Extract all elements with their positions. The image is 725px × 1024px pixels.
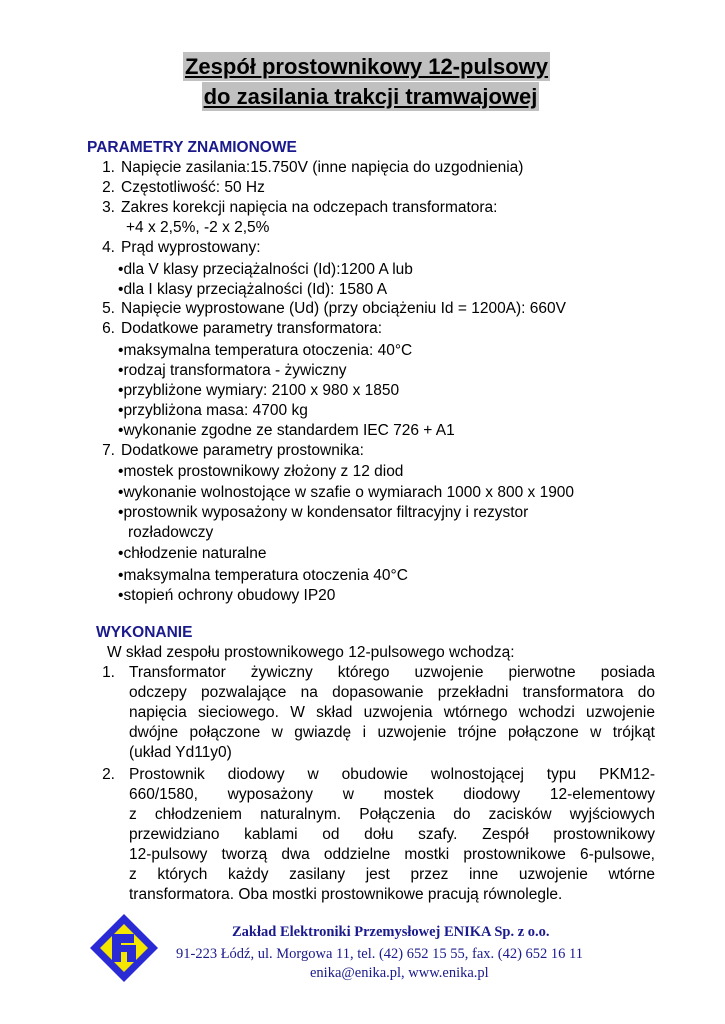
bullet-item: •przybliżona masa: 4700 kg: [118, 402, 308, 419]
enika-logo-icon: [88, 912, 160, 984]
footer-contact: enika@enika.pl, www.enika.pl: [310, 965, 489, 981]
bullet-item: •dla I klasy przeciążalności (Id): 1580 A: [118, 281, 388, 298]
document-title: [0, 52, 725, 111]
bullet-icon: •: [118, 261, 124, 278]
title-line-2: do zasilania trakcji tramwajowej: [203, 84, 538, 109]
bullet-icon: •: [118, 484, 124, 501]
wykonanie-intro: W skład zespołu prostownikowego 12-pulsowego wchodzą:: [107, 644, 515, 661]
bullet-icon: •: [118, 342, 124, 359]
bullet-icon: •: [118, 587, 124, 604]
bullet-item: •wykonanie zgodne ze standardem IEC 726 + A1: [118, 422, 455, 439]
bullet-item: •wykonanie wolnostojące w szafie o wymiarach 1000 x 800 x 1900: [118, 484, 575, 501]
bullet-item: •mostek prostownikowy złożony z 12 diod: [118, 463, 404, 480]
bullet-icon: •: [118, 402, 124, 419]
footer-company: Zakład Elektroniki Przemysłowej ENIKA Sp. z o.o.: [232, 924, 550, 940]
list-item-text: Prostownik diodowy w obudowie wolnostojącej typu PKM12- 660/1580, wyposażony w mostek diodowy 12-elementowy z chłodzeniem naturalnym. Połączenia do zacisków wyjściowych przewidziano kablami od dołu szafy. Zespół prostownikowy 12-pulsowy tworzą dwa oddzielne mostki prostownikowe 6-pulsowe, z których każdy zasilany jest przez inne uzwojenie wtórne transformatora. Oba mostki prostownikowe pracują równolegle.: [129, 766, 655, 903]
bullet-item: •dla V klasy przeciążalności (Id):1200 A lub: [118, 261, 413, 278]
title-line-1: Zespół prostownikowy 12-pulsowy: [184, 54, 549, 79]
bullet-icon: •: [118, 362, 124, 379]
section-heading-parametry: PARAMETRY ZNAMIONOWE: [87, 139, 297, 156]
bullet-icon: •: [118, 504, 124, 521]
bullet-item: •maksymalna temperatura otoczenia 40°C: [118, 567, 408, 584]
list-item-text: Transformator żywiczny którego uzwojenie pierwotne posiada odczepy pozwalające na dopasowanie przekładni transformatora do napięcia sieciowego. W skład uzwojenia wtórnego wchodzi uzwojenie dwójne połączone w gwiazdę i uzwojenie trójne połączone w trójkąt (układ Yd11y0): [129, 664, 655, 761]
bullet-icon: •: [118, 281, 124, 298]
bullet-item: •chłodzenie naturalne: [118, 545, 267, 562]
bullet-item: •przybliżone wymiary: 2100 x 980 x 1850: [118, 382, 400, 399]
bullet-icon: •: [118, 422, 124, 439]
footer-address: 91-223 Łódź, ul. Morgowa 11, tel. (42) 652 15 55, fax. (42) 652 16 11: [176, 946, 584, 962]
bullet-item: •stopień ochrony obudowy IP20: [118, 587, 336, 604]
bullet-item: •rodzaj transformatora - żywiczny: [118, 362, 347, 379]
bullet-icon: •: [118, 567, 124, 584]
bullet-item: •maksymalna temperatura otoczenia: 40°C: [118, 342, 413, 359]
section-heading-wykonanie: WYKONANIE: [96, 624, 193, 641]
list-item-continuation: +4 x 2,5%, -2 x 2,5%: [126, 219, 270, 236]
bullet-item: •prostownik wyposażony w kondensator filtracyjny i rezystor: [118, 504, 529, 521]
bullet-icon: •: [118, 463, 124, 480]
bullet-icon: •: [118, 382, 124, 399]
bullet-icon: •: [118, 545, 124, 562]
bullet-item-continuation: rozładowczy: [128, 524, 214, 541]
